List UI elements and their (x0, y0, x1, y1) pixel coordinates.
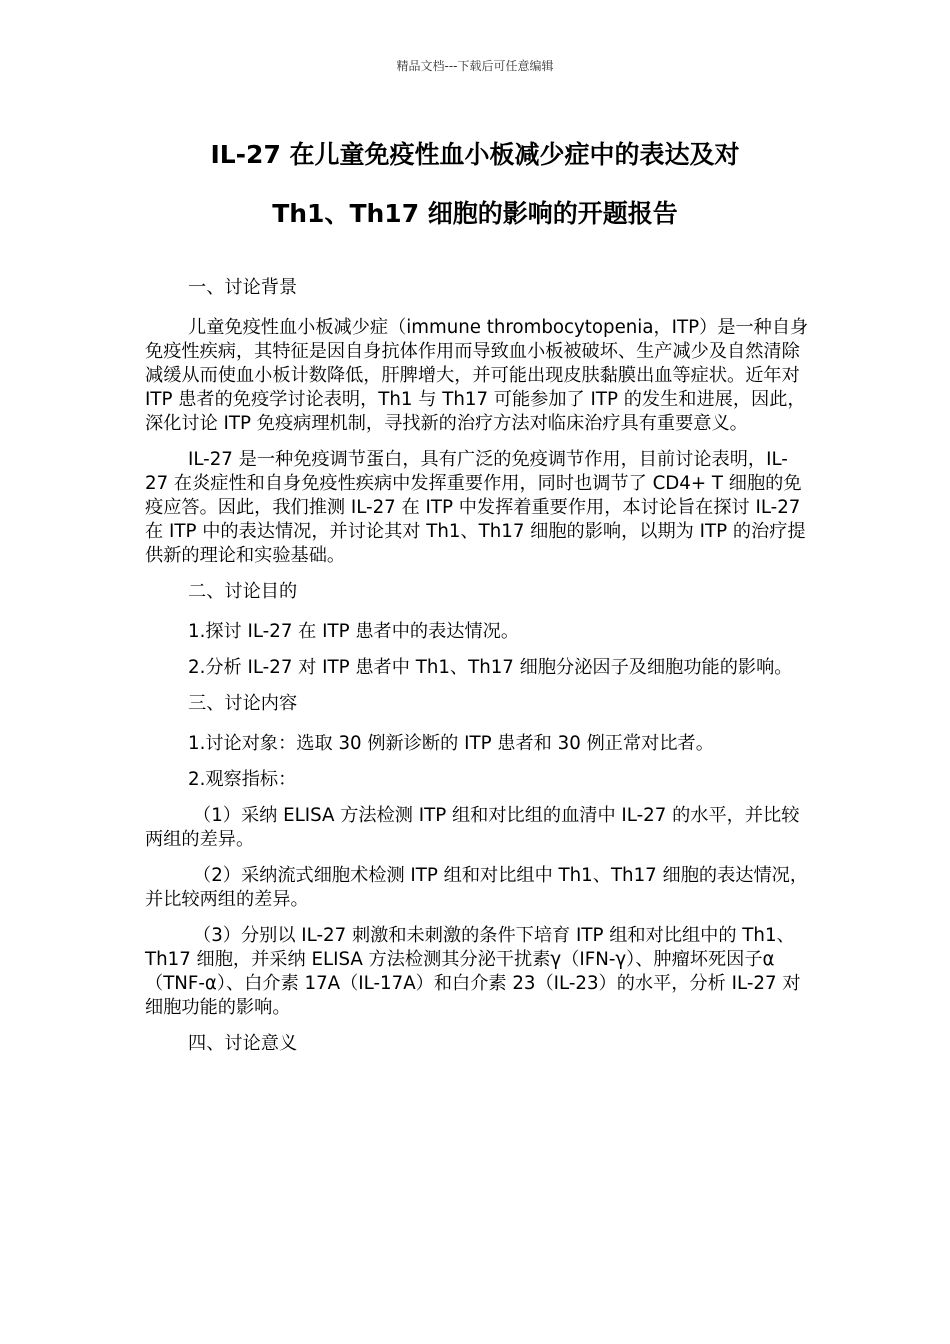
list-item: 2.观察指标： (188, 769, 297, 790)
sub-list-item: （1）采纳 ELISA 方法检测 ITP 组和对比组的血清中 IL-27 的水平，并比较两组的差异。 (145, 805, 800, 850)
page-header-note: 精品文档---下载后可任意编辑 (396, 59, 554, 73)
section-heading-content: 三、讨论内容 (188, 693, 298, 714)
section-heading-purpose: 二、讨论目的 (188, 581, 298, 602)
section-heading-significance: 四、讨论意义 (188, 1033, 298, 1054)
section-heading-background: 一、讨论背景 (188, 277, 298, 298)
document-body (145, 276, 810, 1072)
sub-list-item: （3）分别以 IL-27 刺激和未刺激的条件下培育 ITP 组和对比组中的 Th1、Th17 细胞，并采纳 ELISA 方法检测其分泌干扰素γ（IFN-γ）、肿瘤坏死因子α（TNF-α）、白介素 17A（IL-17A）和白介素 23（IL-23）的水平，分析 IL-27 对细胞功能的影响。 (145, 925, 801, 1018)
body-paragraph: 儿童免疫性血小板减少症（immune thrombocytopenia，ITP）是一种自身免疫性疾病，其特征是因自身抗体作用而导致血小板被破坏、生产减少及自然清除减缓从而使血小板计数降低，肝脾增大，并可能出现皮肤黏膜出血等症状。近年对 ITP 患者的免疫学讨论表明，Th1 与 Th17 可能参加了 ITP 的发生和进展，因此，深化讨论 ITP 免疫病理机制，寻找新的治疗方法对临床治疗具有重要意义。 (145, 317, 809, 434)
document-title-line-2: Th1、Th17 细胞的影响的开题报告 (272, 199, 678, 228)
list-item: 2.分析 IL-27 对 ITP 患者中 Th1、Th17 细胞分泌因子及细胞功能的影响。 (188, 657, 793, 678)
list-item: 1.探讨 IL-27 在 ITP 患者中的表达情况。 (188, 621, 520, 642)
body-paragraph: IL-27 是一种免疫调节蛋白，具有广泛的免疫调节作用，目前讨论表明，IL-27 在炎症性和自身免疫性疾病中发挥重要作用，同时也调节了 CD4+ T 细胞的免疫应答。因此，我们推测 IL-27 在 ITP 中发挥着重要作用，本讨论旨在探讨 IL-27 在 ITP 中的表达情况，并讨论其对 Th1、Th17 细胞的影响，以期为 ITP 的治疗提供新的理论和实验基础。 (145, 449, 807, 566)
sub-list-item: （2）采纳流式细胞术检测 ITP 组和对比组中 Th1、Th17 细胞的表达情况，并比较两组的差异。 (145, 865, 809, 910)
list-item: 1.讨论对象：选取 30 例新诊断的 ITP 患者和 30 例正常对比者。 (188, 733, 714, 754)
document-title-line-1: IL-27 在儿童免疫性血小板减少症中的表达及对 (210, 140, 740, 169)
